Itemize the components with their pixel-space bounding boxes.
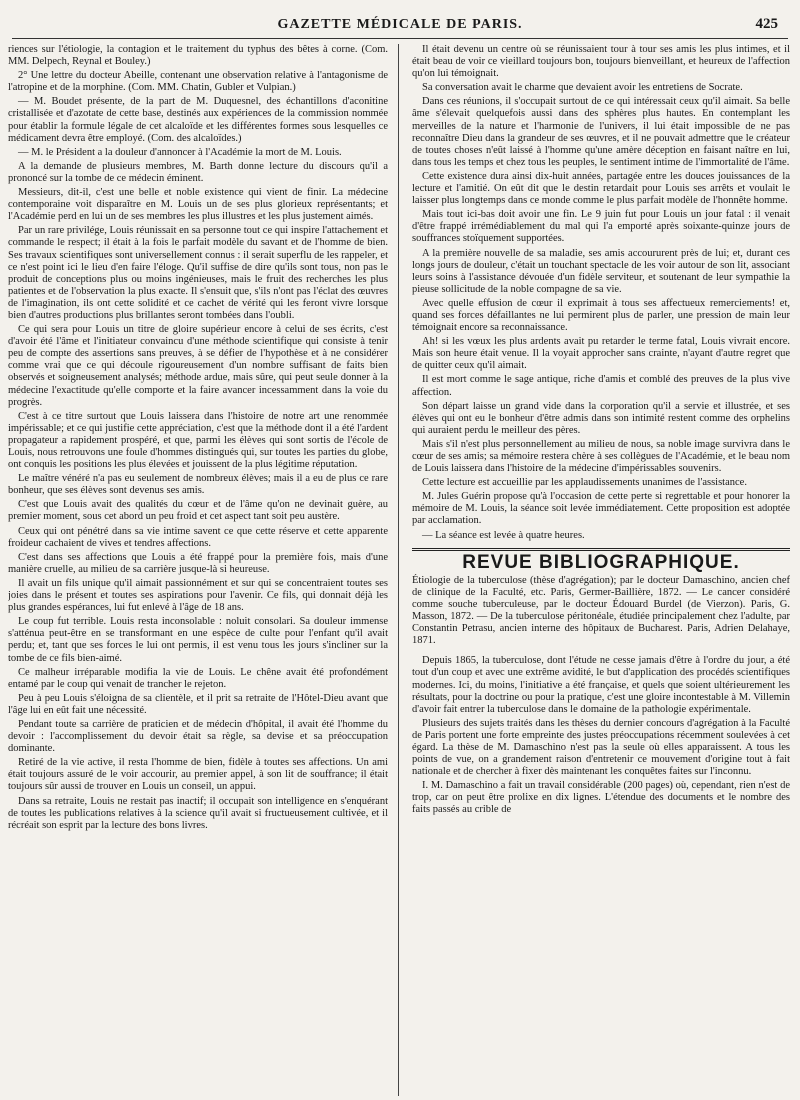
paragraph: I. M. Damaschino a fait un travail considérable (200 pages) où, cependant, rien n'est de trop, car on peut être prolixe en dix lignes. L'étendue des documents et le nombre des faits passés au crible de [412,780,790,816]
paragraph: — M. Boudet présente, de la part de M. Duquesnel, des échantillons d'aconitine cristallisée et d'azotate de cette base, destinés aux expériences de la commission nommée pour établir la formule légale de cet alcaloïde et les différentes formes sous lesquelles ce médicament devra être employé. (Com. des alcaloïdes.) [8,96,388,144]
paragraph: Messieurs, dit-il, c'est une belle et noble existence qui vient de finir. La médecine contemporaine voit disparaître en M. Louis un de ses plus glorieux représentants; et l'Académie perd en lui un de ses membres les plus illustres et les plus justement aimés. [8,187,388,223]
paragraph: Le maître vénéré n'a pas eu seulement de nombreux élèves; mais il a eu de plus ce rare bonheur, que ses élèves sont devenus ses amis. [8,473,388,497]
page-number: 425 [755,16,778,32]
paragraph: Mais tout ici-bas doit avoir une fin. Le 9 juin fut pour Louis un jour fatal : il venait d'être frappé irrémédiablement du mal qui l'a emporté après soixante-quinze jours de souffrances stoïquement supportées. [412,209,790,245]
paragraph: Avec quelle effusion de cœur il exprimait à tous ses affectueux remerciements! et, quand ses forces défaillantes ne lui permirent plus de parler, une pression de main leur témoignait encore sa reconnaissance. [412,297,790,334]
paragraph: Dans sa retraite, Louis ne restait pas inactif; il occupait son intelligence en s'enquérant de toutes les publications relatives à la science qu'il avait si fructueusement cultivée, et il récréait son esprit par la lecture des bons livres. [8,795,388,831]
paragraph: Cette existence dura ainsi dix-huit années, partagée entre les douces jouissances de la lecture et l'amitié. On eût dit que le destin retardait pour Louis ses arrêts et voulait le laisser plus longtemps dans ce monde comme le plus parfait modèle de l'honnête homme. [412,170,790,207]
paragraph: C'est que Louis avait des qualités du cœur et de l'âme qu'on ne devinait guère, au premier moment, sous cet abord un peu froid et cet aspect tant soit peu austère. [8,499,388,523]
page-header [12,14,788,39]
paragraph: Peu à peu Louis s'éloigna de sa clientèle, et il prit sa retraite de l'Hôtel-Dieu avant que l'âge lui en eût fait une nécessité. [8,692,388,716]
paragraph: 2° Une lettre du docteur Abeille, contenant une observation relative à l'antagonisme de l'atropine et de la morphine. (Com. MM. Chatin, Gubler et Vulpian.) [8,70,388,94]
paragraph: Ceux qui ont pénétré dans sa vie intime savent ce que cette réserve et cette apparente froideur cachaient de vives et tendres affections. [8,525,388,549]
paragraph: Pendant toute sa carrière de praticien et de médecin d'hôpital, il avait été l'homme du devoir : l'accomplissement du devoir était sa règle, sa devise et sa préoccupation dominante. [8,718,388,755]
paragraph: A la demande de plusieurs membres, M. Barth donne lecture du discours qu'il a prononcé sur la tombe de ce médecin éminent. [8,160,388,184]
paragraph: Cette lecture est accueillie par les applaudissements unanimes de l'assistance. [422,477,747,489]
paragraph: Dans ces réunions, il s'occupait surtout de ce qui intéressait ceux qu'il aimait. Sa belle âme s'élevait quelquefois aussi dans des sphères plus hautes. En contemplant les merveilles de la nature et l'harmonie de l'univers, il lui était impossible de ne pas reconnaître Dieu dans la grandeur de ses œuvres, et il ne pouvait admettre que le créateur de toutes choses n'eût laissé à l'homme qu'une amère déception en faisant naître en lui, dans tous les temps et chez tous les peuples, le sentiment intime de l'immortalité de l'âme. [412,96,790,168]
paragraph: Ah! si les vœux les plus ardents avait pu retarder le terme fatal, Louis vivrait encore. Mais son heure était venue. Il la voyait approcher sans crainte, n'ayant d'autre regret que de quitter ceux qu'il aimait. [412,336,790,372]
paragraph: — M. le Président a la douleur d'annoncer à l'Académie la mort de M. Louis. [18,146,342,158]
paragraph: Sa conversation avait le charme que devaient avoir les entretiens de Socrate. [422,82,743,94]
column-divider [398,44,399,1096]
review-heading: REVUE BIBLIOGRAPHIQUE. [412,548,790,569]
paragraph: A la première nouvelle de sa maladie, ses amis accoururent près de lui; et, durant ces longs jours de douleur, c'était un touchant spectacle de les voir autour de son lit, associant leurs soins à l'assistance dévouée d'un fidèle serviteur, et soutenant de leur sympathie la pieuse sollicitude de la noble compagne de sa vie. [412,247,790,295]
paragraph: Mais s'il n'est plus personnellement au milieu de nous, sa noble image survivra dans le cœur de ses amis; sa mémoire restera chère à ses collègues de l'Académie, et le beau nom de Louis laissera dans l'histoire de la médecine d'impérissables souvenirs. [412,438,790,475]
paragraph: Il est mort comme le sage antique, riche d'amis et comblé des preuves de la plus vive affection. [412,374,790,398]
paragraph: — La séance est levée à quatre heures. [422,529,585,541]
paragraph: riences sur l'étiologie, la contagion et le traitement du typhus des bêtes à corne. (Com. MM. Delpech, Reynal et Bouley.) [8,44,388,68]
paragraph: Il était devenu un centre où se réunissaient tour à tour ses amis les plus intimes, et il était beau de voir ce vieillard toujours bon, toujours bienveillant, et heureux de l'affection qu'on lui témoignait. [412,44,790,80]
paragraph: Ce malheur irréparable modifia la vie de Louis. Le chêne avait été profondément entamé par le coup qui venait de trancher le rejeton. [8,666,388,690]
paragraph: Ce qui sera pour Louis un titre de gloire supérieur encore à celui de ses écrits, c'est d'avoir été l'âme et l'initiateur convaincu d'une méthode scientifique qui consiste à tenir peu de compte des assertions sans preuves, à se défier de l'hypothèse et à ne considérer comme vrai que ce qui découle rigoureusement d'un nombre suffisant de faits bien observés et soigneusement analysés; méthode ardue, mais sûre, qui peut seule donner à la médecine l'exactitude qu'elle comporte et la faire avancer incessamment dans la voie du progrès. [8,324,388,408]
paragraph: Par un rare privilége, Louis réunissait en sa personne tout ce qui inspire l'attachement et commande le respect; il était à la fois le parfait modèle du savant et de l'homme de bien. Ses travaux scientifiques sont universellement connus : il serait superflu de les rappeler, et ce n'est point ici le lieu d'en faire l'éloge. Qu'il suffise de dire qu'ils sont tous, non pas le produit de conceptions plus ou moins ingénieuses, mais le fruit des recherches les plus patientes et de l'observation la plus exacte. Il s'ensuit que, s'ils n'ont pas l'éclat des œuvres de l'imagination, ils ont cette solidité et ce cachet de vérité qui les feront vivre lorsque bien d'autres productions plus brillantes seront tombées dans l'oubli. [8,225,388,321]
paragraph: Depuis 1865, la tuberculose, dont l'étude ne cesse jamais d'être à l'ordre du jour, a été tout d'un coup et avec une extrême avidité, le but d'application des procédés scientifiques modernes. Ici, du moins, l'initiative a été française, et quels que soient ultérieurement les résultats, pour la doctrine ou pour la pratique, c'est une gloire incontestable à M. Villemin d'avoir fait entrer la tuberculose dans le domaine de la pathologie expérimentale. [412,655,790,715]
paragraph: C'est dans ses affections que Louis a été frappé pour la première fois, mais d'une manière cruelle, au milieu de sa carrière jusque-là si heureuse. [8,551,388,575]
paragraph: M. Jules Guérin propose qu'à l'occasion de cette perte si regrettable et pour honorer la mémoire de M. Louis, la séance soit levée immédiatement. Cette proposition est adoptée par acclamation. [412,491,790,527]
paragraph: Il avait un fils unique qu'il aimait passionnément et sur qui se concentraient toutes ses joies dans le présent et toutes ses aspirations pour l'avenir. Ce fils, qui donnait déjà les plus grandes espérances, lui fut enlevé à l'âge de 18 ans. [8,577,388,614]
paragraph: Le coup fut terrible. Louis resta inconsolable : noluit consolari. Sa douleur immense s'atténua peut-être en se transformant en une espèce de culte pour l'enfant qu'il avait perdu; et, tant que ses forces le lui ont permis, il est venu tous les jours s'incliner sur la tombe de ce fils bien-aimé. [8,616,388,664]
paragraph: Son départ laisse un grand vide dans la corporation qu'il a servie et illustrée, et ses élèves qui ont eu le bonheur d'être admis dans son intimité restent comme des orphelins qui auraient perdu le meilleur des pères. [412,400,790,436]
paragraph: Plusieurs des sujets traités dans les thèses du dernier concours d'agrégation à la Faculté de Paris portent une forte empreinte des justes préoccupations récemment soulevées à cet égard. La thèse de M. Damaschino n'est pas la seule où elles apparaissent. A tous les points de vue, on a grandement raison d'entretenir ce mouvement d'origine tout à fait nationale et de chercher à fixer dès maintenant les conquêtes faites sur l'inconnu. [412,717,790,778]
right-column [412,44,790,1094]
journal-title: GAZETTE MÉDICALE DE PARIS. [277,17,523,32]
paragraph: Retiré de la vie active, il resta l'homme de bien, fidèle à toutes ses affections. Un ami était toujours assuré de le voir accourir, au premier appel, à son lit de souffrance; il était toujours sûr aussi de trouver en Louis un conseil, un appui. [8,757,388,793]
paragraph: C'est à ce titre surtout que Louis laissera dans l'histoire de notre art une renommée impérissable; et ce qui justifie cette appréciation, c'est que la méthode dont il a été l'ardent propagateur a rapidement prospéré, et que, parmi les élèves qui sont sortis de l'école de Louis, nous retrouvons une foule d'hommes distingués qui, sur toutes les parties du globe, ont conquis les positions les plus élevées et jouissent de la plus légitime réputation. [8,410,388,471]
review-citation: Étiologie de la tuberculose (thèse d'agrégation); par le docteur Damaschino, ancien chef de clinique de la Faculté, etc. Paris, Germer-Baillière, 1872. — Le cancer considéré comme souche tuberculeuse, par le docteur Édouard Burdel (de Vierzon). Paris, G. Masson, 1872. — De la tuberculose péritonéale, étudiée principalement chez l'adulte, par Constantin Petrasu, ancien interne des hôpitaux de Bucharest. Paris, Adrien Delahaye, 1871. [412,574,790,647]
left-column [8,44,388,1094]
